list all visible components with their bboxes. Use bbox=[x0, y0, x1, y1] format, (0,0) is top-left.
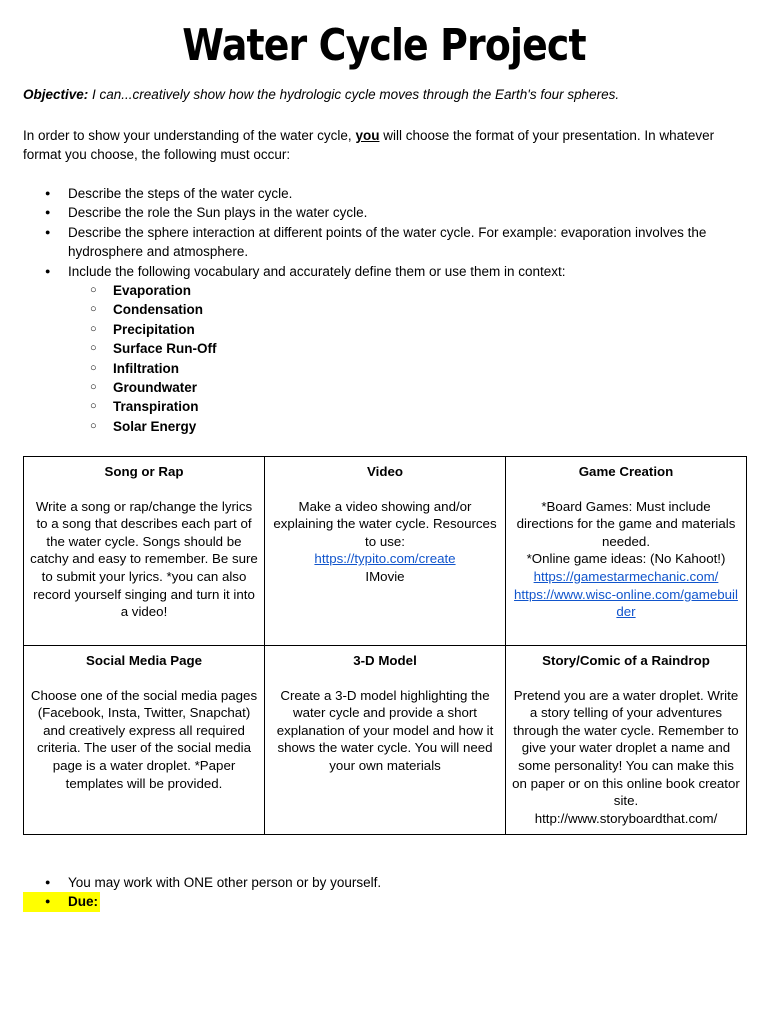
option-title: Song or Rap bbox=[104, 464, 184, 479]
requirement-item: ● Describe the role the Sun plays in the water cycle. bbox=[23, 203, 743, 222]
wisc-online-link[interactable]: https://www.wisc-online.com/gamebuilder bbox=[514, 586, 738, 620]
option-story bbox=[506, 646, 747, 835]
option-description: *Board Games: Must include directions for the game and materials needed. bbox=[516, 498, 736, 549]
partner-note: ● You may work with ONE other person or by yourself. bbox=[23, 873, 743, 892]
requirement-item: ● Describe the sphere interaction at different points of the water cycle. For example: evaporation involves the hydrosphere and atmosphere. bbox=[23, 223, 743, 262]
due-date: ● Due: bbox=[23, 892, 100, 911]
objective bbox=[23, 87, 619, 102]
objective-label: Objective: bbox=[23, 87, 89, 102]
table-row bbox=[24, 646, 747, 835]
vocabulary-list bbox=[68, 281, 743, 436]
option-title: 3-D Model bbox=[353, 653, 417, 668]
requirement-item bbox=[23, 262, 743, 437]
option-description: Make a video showing and/or explaining the water cycle. Resources to use: bbox=[273, 498, 497, 549]
option-description: Create a 3-D model highlighting the water cycle and provide a short explanation of your model and how it shows the water cycle. You will need your own materials bbox=[276, 687, 494, 773]
option-video bbox=[265, 457, 506, 646]
option-description: Pretend you are a water droplet. Write a story telling of your adventures through the water cycle. Remember to give your water droplet a name and some personality! You can make this on paper or on this online book creator site. bbox=[512, 687, 740, 809]
intro-paragraph bbox=[23, 126, 743, 164]
requirement-item: ● Describe the steps of the water cycle. bbox=[23, 184, 743, 203]
footer-list bbox=[23, 873, 743, 912]
vocabulary-item: ○ Precipitation bbox=[23, 320, 743, 339]
project-options-table bbox=[23, 456, 747, 835]
option-description-extra: *Online game ideas: (No Kahoot!) bbox=[526, 551, 726, 567]
table-row bbox=[24, 457, 747, 646]
typito-link[interactable]: https://typito.com/create bbox=[314, 551, 456, 567]
vocabulary-item: ○ Evaporation bbox=[23, 281, 743, 300]
vocabulary-item: ○ Infiltration bbox=[23, 359, 743, 378]
vocabulary-item: ○ Condensation bbox=[23, 300, 743, 319]
intro-after: will choose the format of your presentation. In whatever format you choose, the following must occur: bbox=[23, 128, 715, 162]
vocabulary-item: ○ Transpiration bbox=[23, 397, 743, 416]
page-title: Water Cycle Project bbox=[182, 20, 586, 71]
option-social-media bbox=[24, 646, 265, 835]
option-title: Video bbox=[367, 464, 403, 479]
option-description: Choose one of the social media pages (Facebook, Insta, Twitter, Snapchat) and creatively express all required criteria. The user of the social media page is a water droplet. *Paper templates will be provided. bbox=[30, 687, 258, 791]
option-game bbox=[506, 457, 747, 646]
option-title: Social Media Page bbox=[85, 653, 203, 668]
vocabulary-item: ○ Groundwater bbox=[23, 378, 743, 397]
option-title: Story/Comic of a Raindrop bbox=[542, 653, 710, 668]
intro-emphasis: you bbox=[355, 128, 380, 143]
objective-text: I can...creatively show how the hydrologic cycle moves through the Earth's four spheres. bbox=[88, 87, 620, 102]
storyboard-url: http://www.storyboardthat.com/ bbox=[534, 810, 718, 826]
option-song bbox=[24, 457, 265, 646]
vocabulary-item: ○ Surface Run-Off bbox=[23, 339, 743, 358]
option-3d-model bbox=[265, 646, 506, 835]
option-description: Write a song or rap/change the lyrics to a song that describes each part of the water cycle. Songs should be catchy and easy to remember. Be sure to submit your lyrics. *you can also record yourself singing and turn it into a video! bbox=[30, 498, 258, 620]
requirements-list bbox=[23, 184, 743, 436]
option-description-extra: IMovie bbox=[365, 568, 405, 584]
vocabulary-item: ○ Solar Energy bbox=[23, 417, 743, 436]
requirement-vocab-text: Include the following vocabulary and accurately define them or use them in context: bbox=[68, 263, 566, 279]
option-title: Game Creation bbox=[578, 464, 674, 479]
intro-before: In order to show your understanding of the water cycle, bbox=[23, 128, 356, 143]
gamestar-link[interactable]: https://gamestarmechanic.com/ bbox=[533, 568, 719, 584]
